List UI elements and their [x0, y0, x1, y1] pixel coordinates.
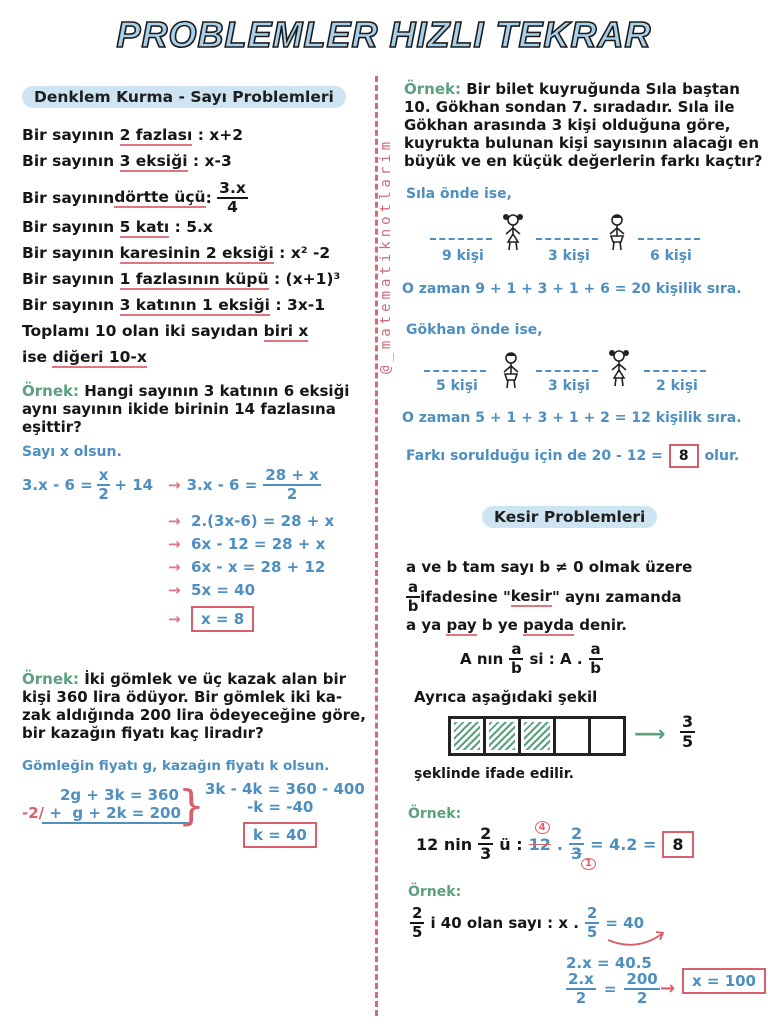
rule-1: Bir sayının 2 fazlası : x+2	[22, 126, 244, 144]
example-2-system: 2g + 3k = 360 -2/ + g + 2k = 200 }	[22, 781, 205, 830]
queue-diagram-2	[424, 348, 724, 408]
ayrica-text: Ayrıca aşağıdaki şekil	[414, 688, 598, 706]
queue-label: 6 kişi	[650, 248, 692, 264]
queue-diagram-1	[430, 208, 730, 268]
kesir-definition: a ve b tam sayı b ≠ 0 olmak üzere $\frac{a}{b}$ ifadesine " kesir " aynı zamanda a ya pay b ye payda denir.	[406, 558, 693, 634]
case-2-title: Gökhan önde ise,	[406, 322, 543, 338]
brace-icon: }	[178, 781, 205, 830]
rule-7: Bir sayının 3 katının 1 eksiği : 3x-1	[22, 296, 325, 314]
toplam-line-2: ise diğeri 10-x	[22, 348, 147, 366]
toplam-line-1: Toplamı 10 olan iki sayıdan biri x	[22, 322, 309, 340]
rule-5: Bir sayının karesinin 2 eksiği : x² -2	[22, 244, 331, 262]
example-4-label: Örnek:	[408, 806, 462, 822]
girl-icon	[500, 212, 526, 252]
queue-label: 3 kişi	[548, 248, 590, 264]
example-1-eq2: → 3.x - 6 = $\frac{28 + x}{2}$	[168, 466, 319, 503]
girl-icon	[606, 348, 632, 388]
shape-cell	[556, 719, 591, 753]
section-heading-kesir: Kesir Problemleri	[482, 506, 657, 528]
shape-cell-shaded	[486, 719, 521, 753]
queue-label: 2 kişi	[656, 378, 698, 394]
example-5-step2: $\frac{2.x}{2}$ = $\frac{200}{2}$	[568, 970, 658, 1007]
example-2-question: Örnek: İki gömlek ve üç kazak alan bir kişi 360 lira ödüyor. Bir gömlek iki ka- zak aldığında 200 lira ödeyeceğine göre, bir kazağın fiyatı kaç liradır?	[22, 670, 366, 742]
fraction-shape	[448, 716, 626, 756]
example-3-question: Örnek: Bir bilet kuyruğunda Sıla baştan 10. Gökhan sondan 7. sıradadır. Sıla ile Gökhan arasında 3 kişi olduğuna göre, kuyrukta bulunan kişi sayısının alacağı en büyük ve en küçük değerlerin farkı kaçtır?	[404, 80, 763, 170]
section-heading-denklem: Denklem Kurma - Sayı Problemleri	[22, 86, 346, 108]
boy-icon	[498, 350, 524, 390]
example-2-solution: 3k - 4k = 360 - 400 -k = -40 k = 40	[205, 780, 365, 848]
curved-arrow-icon	[606, 928, 666, 950]
fraction-3x-4: $\frac{3.x}{4}$	[219, 178, 246, 216]
rule-6: Bir sayının 1 fazlasının küpü : (x+1)³	[22, 270, 341, 288]
case-2-result: O zaman 5 + 1 + 3 + 1 + 2 = 12 kişilik sıra.	[402, 410, 742, 426]
arrow-right-icon: ⟶	[634, 722, 666, 747]
shape-cell	[591, 719, 623, 753]
queue-label: 5 kişi	[436, 378, 478, 394]
seklinde-text: şeklinde ifade edilir.	[414, 766, 574, 782]
example-5-label: Örnek:	[408, 884, 462, 900]
shape-cell-shaded	[451, 719, 486, 753]
cancel-bottom: 1	[581, 858, 596, 870]
case-1-title: Sıla önde ise,	[406, 186, 512, 202]
cancel-top: 4	[535, 821, 550, 834]
example-2-let: Gömleğin fiyatı g, kazağın fiyatı k olsun.	[22, 758, 330, 774]
difference-line: Farkı sorulduğu için de 20 - 12 = 8 olur.	[406, 444, 739, 468]
rule-3: Bir sayının dörtte üçü : $\frac{3.x}{4}$	[22, 178, 246, 216]
a-nin-formula: A nın $\frac{a}{b}$ si : A . $\frac{a}{b}$	[460, 640, 601, 677]
rule-2: Bir sayının 3 eksiği : x-3	[22, 152, 232, 170]
example-1-steps: → 2.(3x-6) = 28 + x → 6x - 12 = 28 + x → 6x - x = 28 + 12 → 5x = 40	[168, 512, 335, 599]
shape-cell-shaded	[521, 719, 556, 753]
example-1-eq1: 3.x - 6 = $\frac{x}{2}$ + 14	[22, 466, 154, 503]
rule-4: Bir sayının 5 katı : 5.x	[22, 218, 213, 236]
queue-label: 9 kişi	[442, 248, 484, 264]
shape-fraction: $\frac{3}{5}$	[682, 712, 694, 751]
case-1-result: O zaman 9 + 1 + 3 + 1 + 6 = 20 kişilik sıra.	[402, 281, 742, 297]
arrow-icon: →	[660, 978, 676, 999]
watermark: @_matematiknotlarim	[378, 132, 394, 380]
example-5-question: $\frac{2}{5}$ i 40 olan sayı : x . $\frac{2}{5}$ = 40	[412, 904, 645, 941]
page-title: PROBLEMLER HIZLI TEKRAR	[116, 14, 652, 55]
example-5-step1: 2.x = 40.5	[566, 954, 652, 972]
example-5-answer: x = 100	[682, 968, 766, 994]
queue-label: 3 kişi	[548, 378, 590, 394]
example-1-answer: → x = 8	[168, 606, 254, 632]
rules-list	[22, 126, 372, 374]
boy-icon	[604, 212, 630, 252]
example-4-work: 12 nin $\frac{2}{3}$ ü : 12 4 . 2 3 1 = 4.2 = 8	[416, 826, 694, 862]
example-1-question: Örnek: Hangi sayının 3 katının 6 eksiği aynı sayının ikide birinin 14 fazlasına eşittir?	[22, 382, 350, 436]
example-1-let: Sayı x olsun.	[22, 444, 122, 460]
